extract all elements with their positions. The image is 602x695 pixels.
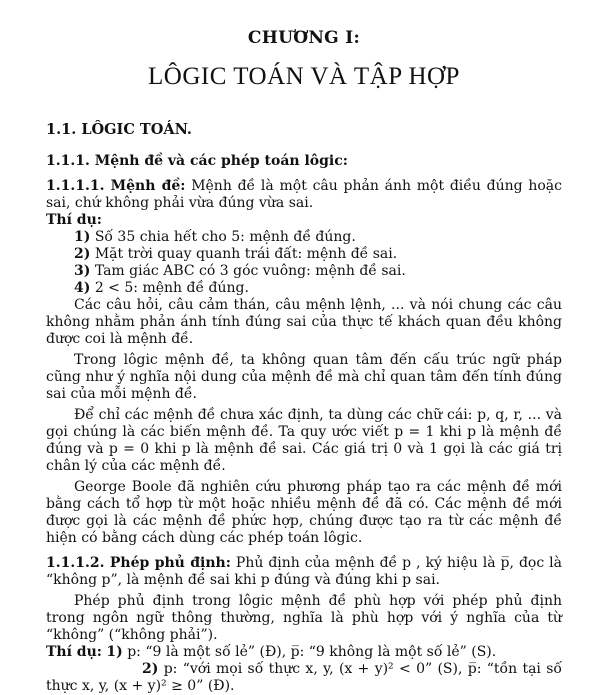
definition-text: Phủ định của mệnh đề p , ký hiệu là p̅, đọc là “không p”, là mệnh đề sai khi p đúng và đúng khi p sai. bbox=[46, 555, 563, 588]
paragraph: Để chỉ các mệnh đề chưa xác định, ta dùng các chữ cái: p, q, r, ... và gọi chúng là các biến mệnh đề. Ta quy ước viết p = 1 khi p là mệnh đề đúng và p = 0 khi p là mệnh đề sai. Các giá trị 0 và 1 gọi là các giá trị chân lý của các mệnh đề. bbox=[46, 407, 562, 474]
paragraph: George Boole đã nghiên cứu phương pháp tạo ra các mệnh đề mới bằng cách tổ hợp từ một hoặc nhiều mệnh đề đã có. Các mệnh đề mới được gọi là các mệnh đề phức hợp, chúng được tạo ra từ các mệnh đề hiện có bằng cách dùng các phép toán lôgic. bbox=[46, 479, 562, 546]
list-item bbox=[74, 229, 562, 246]
paragraph: Phép phủ định trong lôgic mệnh đề phù hợp với phép phủ định trong ngôn ngữ thông thường, nghĩa là phù hợp với ý nghĩa của từ “không” (“không phải”). bbox=[46, 593, 562, 643]
example-negation bbox=[46, 644, 562, 661]
item-text: 2 < 5: mệnh đề đúng. bbox=[90, 280, 249, 296]
definition-text: Mệnh đề là một câu phản ánh một điều đúng hoặc sai, chứ không phải vừa đúng vừa sai. bbox=[46, 178, 562, 211]
paragraph: Các câu hỏi, câu cảm thán, câu mệnh lệnh, ... và nói chung các câu không nhằm phản ánh tính đúng sai của thực tế khách quan đều không được coi là mệnh đề. bbox=[46, 297, 562, 347]
item-text: Số 35 chia hết cho 5: mệnh đề đúng. bbox=[90, 229, 356, 245]
document-page bbox=[46, 0, 562, 695]
item-text: p: “với mọi số thực x, y, (x + y)² < 0” (S), p̅: “tồn tại số thực x, y, (x + y)² ≥ 0” (Đ). bbox=[46, 661, 562, 694]
example-label: Thí dụ: bbox=[46, 212, 102, 228]
definition-label: 1.1.1.1. Mệnh đề: bbox=[46, 178, 186, 194]
item-text: Tam giác ABC có 3 góc vuông: mệnh đề sai. bbox=[90, 263, 406, 279]
example-label: Thí dụ: bbox=[46, 644, 102, 660]
paragraph: Trong lôgic mệnh đề, ta không quan tâm đến cấu trúc ngữ pháp cũng như ý nghĩa nội dung của mệnh đề mà chỉ quan tâm đến tính đúng sai của mỗi mệnh đề. bbox=[46, 352, 562, 402]
definition-negation bbox=[46, 555, 562, 589]
example-negation-2 bbox=[46, 661, 562, 695]
definition-label: 1.1.1.2. Phép phủ định: bbox=[46, 555, 231, 571]
list-item bbox=[74, 246, 562, 263]
chapter-title: LÔGIC TOÁN VÀ TẬP HỢP bbox=[148, 63, 460, 90]
item-number: 2) bbox=[142, 661, 159, 677]
item-text: Mặt trời quay quanh trái đất: mệnh đề sai. bbox=[90, 246, 398, 262]
list-item bbox=[74, 263, 562, 280]
item-text: p: “9 là một số lẻ” (Đ), p̅: “9 không là một số lẻ” (S). bbox=[122, 644, 497, 660]
section-heading: 1.1. LÔGIC TOÁN. bbox=[46, 121, 192, 138]
item-number: 1) bbox=[74, 229, 91, 245]
chapter-label: CHƯƠNG I: bbox=[247, 28, 361, 48]
list-item bbox=[74, 280, 562, 297]
definition-proposition bbox=[46, 178, 562, 212]
example-list bbox=[74, 229, 562, 297]
item-number: 4) bbox=[74, 280, 91, 296]
item-number: 3) bbox=[74, 263, 91, 279]
item-number: 2) bbox=[74, 246, 91, 262]
subsection-heading: 1.1.1. Mệnh đề và các phép toán lôgic: bbox=[46, 153, 348, 169]
item-number: 1) bbox=[106, 644, 123, 660]
